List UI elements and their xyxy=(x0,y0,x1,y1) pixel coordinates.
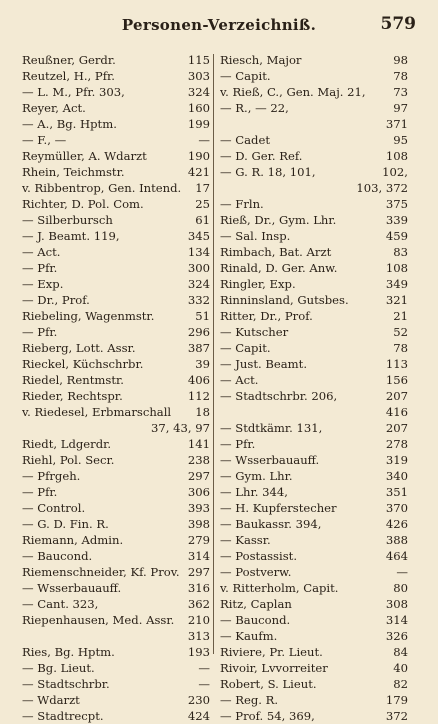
entry-name: — Pfr. xyxy=(220,437,256,451)
entry-name: — Pfrgeh. xyxy=(22,469,81,483)
entry-pages: 52 xyxy=(393,325,408,339)
register-entry xyxy=(220,612,408,628)
register-entry xyxy=(220,68,408,84)
register-entry xyxy=(22,468,210,484)
register-entry xyxy=(220,292,408,308)
entry-pages: 210 xyxy=(187,613,210,627)
register-entry xyxy=(22,500,210,516)
entry-pages: 112 xyxy=(187,389,210,403)
entry-name: — Cant. 323, xyxy=(22,597,99,611)
entry-name: — A., Bg. Hptm. xyxy=(22,117,117,131)
register-entry xyxy=(22,164,210,180)
entry-pages: 459 xyxy=(385,229,408,243)
entry-name: Ries, Bg. Hptm. xyxy=(22,645,115,659)
entry-name: — Wdarzt xyxy=(22,693,80,707)
entry-pages: 426 xyxy=(385,517,408,531)
entry-name: — Baucond. xyxy=(220,613,291,627)
register-entry xyxy=(220,276,408,292)
entry-name: — Baukassr. 394, xyxy=(220,517,322,531)
entry-pages: 98 xyxy=(393,53,408,67)
entry-name: — Kassr. xyxy=(220,533,271,547)
entry-pages: 21 xyxy=(393,309,408,323)
entry-pages: 297 xyxy=(187,469,210,483)
entry-pages: — xyxy=(198,677,210,691)
entry-pages: 296 xyxy=(187,325,210,339)
register-entry xyxy=(220,260,408,276)
entry-pages: 207 xyxy=(385,389,408,403)
entry-name: Robert, S. Lieut. xyxy=(220,677,317,691)
entry-name: — Frln. xyxy=(220,197,264,211)
entry-name: Ritz, Caplan xyxy=(220,597,292,611)
register-entry xyxy=(220,180,408,196)
entry-name: — R., — 22, xyxy=(220,101,289,115)
register-entry xyxy=(22,692,210,708)
register-entry xyxy=(220,420,408,436)
page-title: Personen-Verzeichniß. xyxy=(121,16,317,34)
entry-pages: 314 xyxy=(187,549,210,563)
entry-name: Riedel, Rentmstr. xyxy=(22,373,124,387)
entry-pages: 108 xyxy=(385,149,408,163)
register-entry xyxy=(22,196,210,212)
register-entry xyxy=(22,452,210,468)
register-entry xyxy=(22,244,210,260)
register-entry xyxy=(220,692,408,708)
entry-pages: 40 xyxy=(393,661,408,675)
entry-pages: 340 xyxy=(385,469,408,483)
entry-name: Riemenschneider, Kf. Prov. xyxy=(22,565,180,579)
register-entry xyxy=(220,324,408,340)
entry-name: — L. M., Pfr. 303, xyxy=(22,85,125,99)
register-entry xyxy=(22,340,210,356)
entry-name: Rieder, Rechtspr. xyxy=(22,389,123,403)
entry-pages: 78 xyxy=(393,341,408,355)
entry-name: Riemann, Admin. xyxy=(22,533,124,547)
entry-pages: 199 xyxy=(187,117,210,131)
entry-pages: 339 xyxy=(385,213,408,227)
register-entry xyxy=(22,676,210,692)
register-entry xyxy=(220,164,408,180)
entry-name: — H. Kupferstecher xyxy=(220,501,337,515)
entry-name: Ritter, Dr., Prof. xyxy=(220,309,313,323)
register-entry xyxy=(220,644,408,660)
entry-pages: 156 xyxy=(385,373,408,387)
entry-name: Richter, D. Pol. Com. xyxy=(22,197,144,211)
entry-pages: 108 xyxy=(385,261,408,275)
entry-pages: 190 xyxy=(187,149,210,163)
register-entry xyxy=(220,212,408,228)
entry-pages: 78 xyxy=(393,69,408,83)
entry-pages: 306 xyxy=(187,485,210,499)
register-entry xyxy=(220,372,408,388)
entry-name: Riesch, Major xyxy=(220,53,302,67)
register-entry xyxy=(22,420,210,436)
entry-pages: 303 xyxy=(187,69,210,83)
entry-name: — G. D. Fin. R. xyxy=(22,517,109,531)
entry-pages: 193 xyxy=(187,645,210,659)
left-column xyxy=(22,52,210,724)
register-entry xyxy=(220,388,408,404)
register-entry xyxy=(220,132,408,148)
entry-pages: 300 xyxy=(187,261,210,275)
register-entry xyxy=(22,52,210,68)
register-entry xyxy=(220,548,408,564)
entry-name: — D. Ger. Ref. xyxy=(220,149,303,163)
register-entry xyxy=(22,388,210,404)
register-entry xyxy=(220,100,408,116)
register-entry xyxy=(22,180,210,196)
entry-name: — Dr., Prof. xyxy=(22,293,90,307)
entry-name: — Pfr. xyxy=(22,261,58,275)
entry-name: Riedt, Ldgerdr. xyxy=(22,437,112,451)
register-entry xyxy=(220,340,408,356)
entry-pages: 238 xyxy=(187,453,210,467)
entry-pages: 179 xyxy=(385,693,408,707)
entry-name: v. Ritterholm, Capit. xyxy=(220,581,339,595)
entry-name: v. Riedesel, Erbmarschall xyxy=(22,405,172,419)
register-entry xyxy=(22,484,210,500)
entry-name: — Stadtschrbr. 206, xyxy=(220,389,338,403)
register-entry xyxy=(22,276,210,292)
entry-name: — Kutscher xyxy=(220,325,289,339)
entry-pages: 319 xyxy=(385,453,408,467)
entry-pages: 345 xyxy=(187,229,210,243)
entry-pages: 51 xyxy=(195,309,210,323)
register-entry xyxy=(22,228,210,244)
entry-pages: 83 xyxy=(393,245,408,259)
entry-pages: 332 xyxy=(187,293,210,307)
entry-name: — Just. Beamt. xyxy=(220,357,308,371)
entry-pages: — xyxy=(198,661,210,675)
entry-name: — Baucond. xyxy=(22,549,93,563)
register-entry xyxy=(220,500,408,516)
entry-name: — Prof. 54, 369, xyxy=(220,709,315,723)
entry-name: — Act. xyxy=(22,245,61,259)
register-entry xyxy=(22,596,210,612)
entry-pages: 416 xyxy=(385,405,408,419)
register-entry xyxy=(22,100,210,116)
entry-pages: 316 xyxy=(187,581,210,595)
entry-pages: 84 xyxy=(393,645,408,659)
entry-name: — Stadtrecpt. xyxy=(22,709,104,723)
entry-name: Rieckel, Küchschrbr. xyxy=(22,357,144,371)
entry-pages: 113 xyxy=(385,357,408,371)
register-entry xyxy=(220,468,408,484)
entry-name: — Postassist. xyxy=(220,549,298,563)
entry-name: Rinald, D. Ger. Anw. xyxy=(220,261,338,275)
entry-pages: 207 xyxy=(385,421,408,435)
entry-name: Rinninsland, Gutsbes. xyxy=(220,293,349,307)
page-header xyxy=(0,12,438,42)
entry-pages: 103, 372 xyxy=(356,181,408,195)
entry-pages: 39 xyxy=(195,357,210,371)
register-entry xyxy=(220,580,408,596)
register-entry xyxy=(220,116,408,132)
register-entry xyxy=(220,148,408,164)
register-entry xyxy=(220,52,408,68)
entry-pages: 371 xyxy=(385,117,408,131)
entry-name: Reutzel, H., Pfr. xyxy=(22,69,115,83)
entry-pages: 308 xyxy=(385,597,408,611)
entry-name: — Bg. Lieut. xyxy=(22,661,95,675)
entry-pages: 388 xyxy=(385,533,408,547)
entry-pages: 370 xyxy=(385,501,408,515)
entry-pages: 464 xyxy=(385,549,408,563)
register-entry xyxy=(22,84,210,100)
entry-pages: 398 xyxy=(187,517,210,531)
entry-name: — Stdtkämr. 131, xyxy=(220,421,323,435)
register-entry xyxy=(220,628,408,644)
entry-name: — Act. xyxy=(220,373,259,387)
entry-pages: 80 xyxy=(393,581,408,595)
register-entry xyxy=(220,196,408,212)
entry-pages: 95 xyxy=(393,133,408,147)
register-entry xyxy=(220,436,408,452)
register-entry xyxy=(22,308,210,324)
entry-name: Ringler, Exp. xyxy=(220,277,296,291)
entry-name: — Exp. xyxy=(22,277,64,291)
register-entry xyxy=(220,516,408,532)
entry-name: Rivoir, Lvvorreiter xyxy=(220,661,328,675)
entry-name: — Silberbursch xyxy=(22,213,113,227)
entry-name: — Kaufm. xyxy=(220,629,278,643)
register-entry xyxy=(22,708,210,724)
entry-pages: 387 xyxy=(187,341,210,355)
register-entry xyxy=(22,260,210,276)
entry-name: v. Rieß, C., Gen. Maj. 21, xyxy=(220,85,366,99)
entry-pages: 297 xyxy=(187,565,210,579)
entry-pages: 406 xyxy=(187,373,210,387)
entry-name: Rieberg, Lott. Assr. xyxy=(22,341,136,355)
register-entry xyxy=(22,516,210,532)
register-entry xyxy=(220,596,408,612)
entry-name: — Capit. xyxy=(220,69,271,83)
entry-pages: 324 xyxy=(187,277,210,291)
register-entry xyxy=(220,532,408,548)
register-entry xyxy=(22,564,210,580)
register-entry xyxy=(22,532,210,548)
entry-name: — J. Beamt. 119, xyxy=(22,229,120,243)
entry-pages: 61 xyxy=(195,213,210,227)
entry-pages: 313 xyxy=(187,629,210,643)
entry-pages: 375 xyxy=(385,197,408,211)
entry-pages: 314 xyxy=(385,613,408,627)
entry-pages: 424 xyxy=(187,709,210,723)
register-entry xyxy=(22,660,210,676)
register-entry xyxy=(22,580,210,596)
entry-pages: 97 xyxy=(393,101,408,115)
entry-name: Riehl, Pol. Secr. xyxy=(22,453,115,467)
entry-pages: 17 xyxy=(195,181,210,195)
register-entry xyxy=(220,676,408,692)
entry-name: — Stadtschrbr. xyxy=(22,677,110,691)
entry-pages: 102, xyxy=(382,165,408,179)
entry-name: — Control. xyxy=(22,501,86,515)
entry-name: Riepenhausen, Med. Assr. xyxy=(22,613,175,627)
entry-name: v. Ribbentrop, Gen. Intend. xyxy=(22,181,182,195)
register-entry xyxy=(220,308,408,324)
entry-name: — Pfr. xyxy=(22,325,58,339)
register-entry xyxy=(22,436,210,452)
entry-name: Riebeling, Wagenmstr. xyxy=(22,309,155,323)
register-entry xyxy=(220,708,408,724)
register-entry xyxy=(22,212,210,228)
entry-name: — Sal. Insp. xyxy=(220,229,291,243)
entry-name: Rieß, Dr., Gym. Lhr. xyxy=(220,213,337,227)
register-entry xyxy=(22,132,210,148)
register-entry xyxy=(22,612,210,628)
right-column xyxy=(220,52,408,724)
register-entry xyxy=(22,548,210,564)
entry-name: — Gym. Lhr. xyxy=(220,469,293,483)
entry-name: Reymüller, A. Wdarzt xyxy=(22,149,147,163)
entry-name: — Reg. R. xyxy=(220,693,279,707)
entry-pages: 82 xyxy=(393,677,408,691)
entry-pages: — xyxy=(198,133,210,147)
entry-pages: 230 xyxy=(187,693,210,707)
register-entry xyxy=(220,84,408,100)
register-entry xyxy=(22,372,210,388)
entry-name: — Cadet xyxy=(220,133,271,147)
entry-name: Riviere, Pr. Lieut. xyxy=(220,645,323,659)
entry-pages: 351 xyxy=(385,485,408,499)
register-entry xyxy=(22,404,210,420)
register-entry xyxy=(220,404,408,420)
register-entry xyxy=(22,292,210,308)
page-number: 579 xyxy=(380,14,416,34)
entry-name: Rimbach, Bat. Arzt xyxy=(220,245,332,259)
entry-name: Rhein, Teichmstr. xyxy=(22,165,125,179)
entry-name: — Lhr. 344, xyxy=(220,485,288,499)
register-entry xyxy=(22,68,210,84)
register-entry xyxy=(220,356,408,372)
entry-pages: 324 xyxy=(187,85,210,99)
entry-name: — Pfr. xyxy=(22,485,58,499)
entry-pages: 321 xyxy=(385,293,408,307)
entry-pages: 278 xyxy=(385,437,408,451)
entry-pages: 421 xyxy=(187,165,210,179)
entry-name: — G. R. 18, 101, xyxy=(220,165,316,179)
entry-pages: 160 xyxy=(187,101,210,115)
entry-pages: 25 xyxy=(195,197,210,211)
entry-pages: 18 xyxy=(195,405,210,419)
entry-pages: 279 xyxy=(187,533,210,547)
register-entry xyxy=(220,484,408,500)
entry-pages: 134 xyxy=(187,245,210,259)
register-entry xyxy=(22,324,210,340)
register-entry xyxy=(220,244,408,260)
entry-pages: 326 xyxy=(385,629,408,643)
register-entry xyxy=(22,356,210,372)
entry-pages: 362 xyxy=(187,597,210,611)
entry-pages: 141 xyxy=(187,437,210,451)
entry-pages: — xyxy=(396,565,408,579)
entry-name: — Capit. xyxy=(220,341,271,355)
entry-pages: 349 xyxy=(385,277,408,291)
register-entry xyxy=(22,116,210,132)
register-entry xyxy=(220,660,408,676)
entry-pages: 115 xyxy=(187,53,210,67)
register-entry xyxy=(22,148,210,164)
register-entry xyxy=(220,228,408,244)
entry-name: — Wsserbauauff. xyxy=(22,581,122,595)
entry-name: — F., — xyxy=(22,133,67,147)
entry-pages: 393 xyxy=(187,501,210,515)
entry-name: — Wsserbauauff. xyxy=(220,453,320,467)
register-entry xyxy=(22,644,210,660)
entry-name: Reyer, Act. xyxy=(22,101,86,115)
register-entry xyxy=(22,628,210,644)
entry-pages: 73 xyxy=(393,85,408,99)
entry-pages: 372 xyxy=(385,709,408,723)
entry-pages: 37, 43, 97 xyxy=(151,421,210,435)
register-entry xyxy=(220,452,408,468)
entry-name: — Postverw. xyxy=(220,565,292,579)
entry-name: Reußner, Gerdr. xyxy=(22,53,116,67)
register-entry xyxy=(220,564,408,580)
